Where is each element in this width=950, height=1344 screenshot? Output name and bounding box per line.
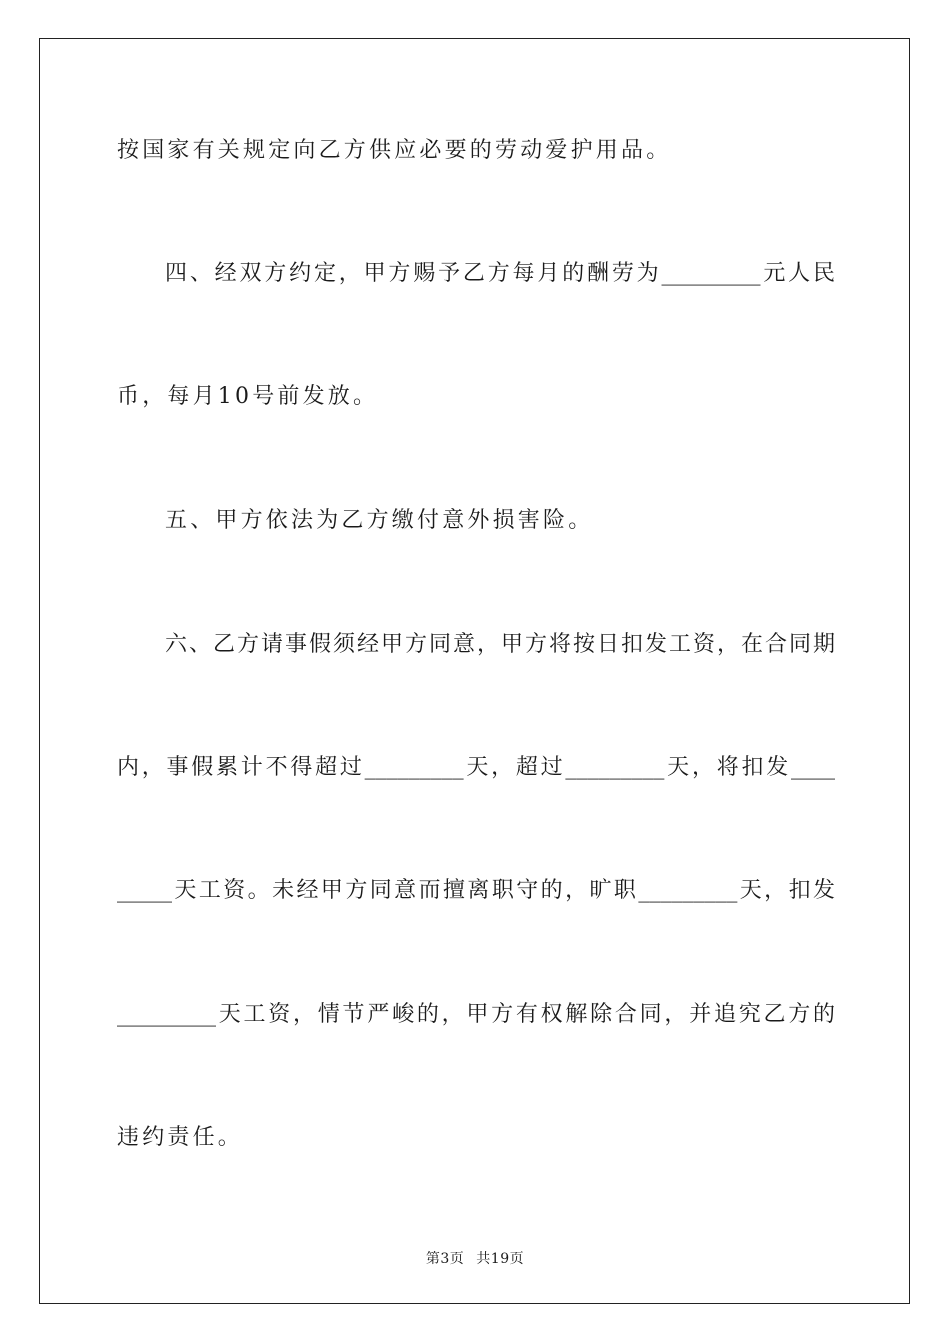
clause-four-line-2: 币，每月10号前发放。 xyxy=(117,384,379,409)
clause-six-line-3: _____天工资。未经甲方同意而擅离职守的，旷职_________天，扣发 xyxy=(117,878,835,903)
clause-five: 五、甲方依法为乙方缴付意外损害险。 xyxy=(165,508,594,533)
page-total: 共19页 xyxy=(476,1251,525,1267)
page-number: 第3页 xyxy=(425,1251,465,1267)
page-footer xyxy=(0,1248,950,1268)
clause-six-line-2: 内，事假累计不得超过_________天，超过_________天，将扣发____ xyxy=(117,755,835,780)
page-border xyxy=(39,38,910,1304)
clause-four-line-1: 四、经双方约定，甲方赐予乙方每月的酬劳为_________元人民 xyxy=(165,261,835,286)
paragraph-line-1: 按国家有关规定向乙方供应必要的劳动爱护用品。 xyxy=(117,138,672,163)
clause-six-line-5: 违约责任。 xyxy=(117,1125,244,1150)
clause-six-line-4: _________天工资，情节严峻的，甲方有权解除合同，并追究乙方的 xyxy=(117,1002,835,1027)
clause-six-line-1: 六、乙方请事假须经甲方同意，甲方将按日扣发工资，在合同期 xyxy=(165,632,835,657)
